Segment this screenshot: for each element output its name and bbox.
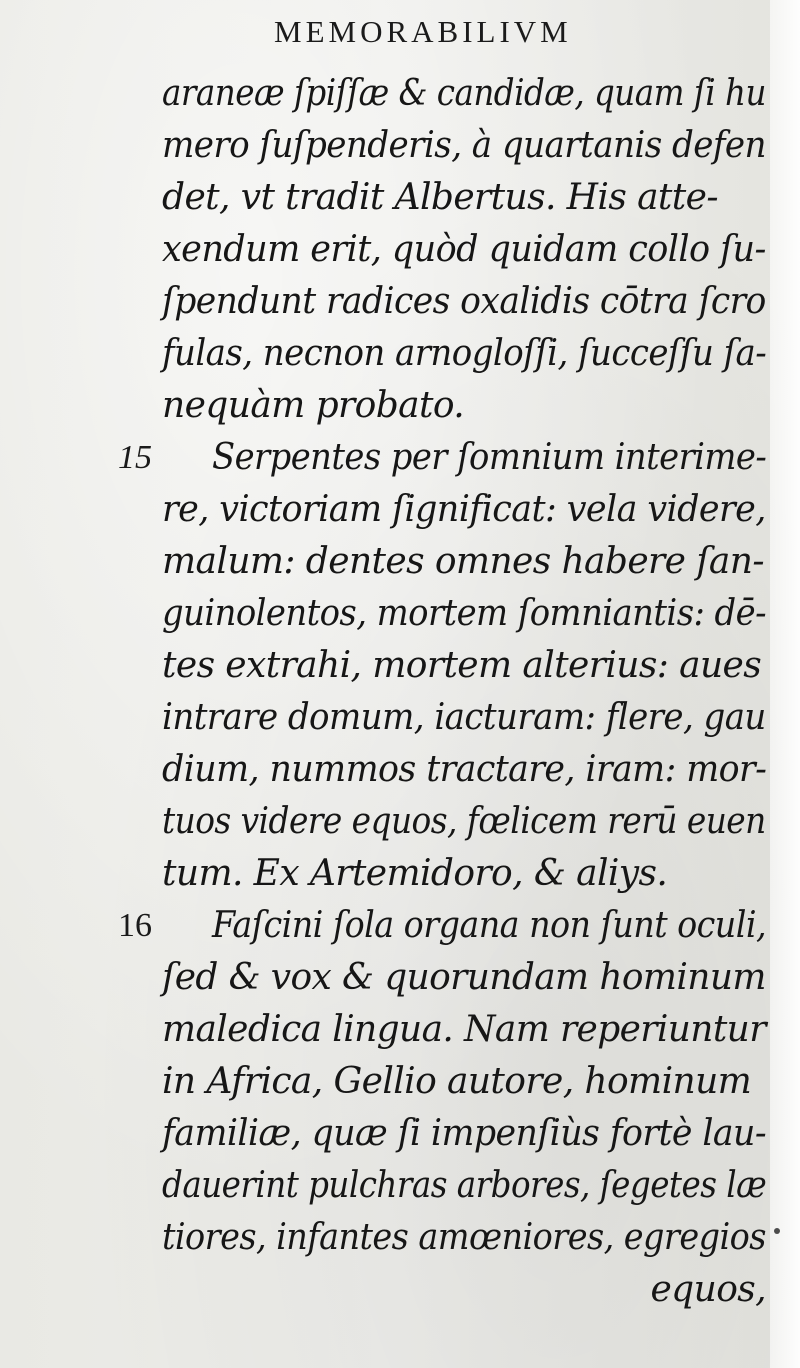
text-line: intrare domum, iacturam: flere, gau bbox=[162, 697, 766, 738]
text-line: araneæ ſpiſſæ & candidæ, quam ſi hu bbox=[162, 73, 766, 114]
text-line: tes extrahi, mortem alterius: aues bbox=[162, 645, 762, 686]
text-line: maledica lingua. Nam reperiuntur bbox=[162, 1009, 766, 1050]
text-line: ſpendunt radices oxalidis cōtra ſcro bbox=[162, 281, 766, 322]
text-line: tuos videre equos, fœlicem rerū euen bbox=[162, 801, 766, 842]
text-line: malum: dentes omnes habere ſan- bbox=[162, 541, 764, 582]
text-line: tiores, infantes amœniores, egregios bbox=[162, 1217, 766, 1258]
text-line: nequàm probato. bbox=[162, 385, 465, 426]
running-head: MEMORABILIVM bbox=[274, 14, 572, 49]
text-line: in Africa, Gellio autore, hominum bbox=[162, 1061, 752, 1102]
text-line: guinolentos, mortem ſomniantis: dē- bbox=[162, 593, 766, 634]
text-line: tum. Ex Artemidoro, & aliys. bbox=[162, 853, 668, 894]
text-line: ſed & vox & quorundam hominum bbox=[162, 957, 766, 998]
text-line: re, victoriam ſignificat: vela videre, bbox=[162, 489, 766, 530]
text-line: dium, nummos tractare, iram: mor- bbox=[162, 749, 767, 790]
section-number-16: 16 bbox=[118, 907, 152, 944]
page-edge bbox=[770, 0, 800, 1368]
text-line: mero ſuſpenderis, à quartanis defen bbox=[162, 125, 766, 166]
scan-speck bbox=[774, 1228, 780, 1234]
text-line: dauerint pulchras arbores, ſegetes læ bbox=[162, 1165, 767, 1206]
text-line: Faſcini ſola organa non ſunt oculi, bbox=[212, 905, 767, 946]
text-line: fulas, necnon arnogloſſi, ſucceſſu ſa- bbox=[162, 333, 767, 374]
text-line: Serpentes per ſomnium interime- bbox=[212, 437, 767, 478]
text-line: xendum erit, quòd quidam collo ſu- bbox=[162, 229, 766, 270]
text-line: det, vt tradit Albertus. His atte- bbox=[162, 177, 718, 218]
text-line: familiæ, quæ ſi impenſiùs fortè lau- bbox=[162, 1113, 767, 1154]
section-number-15: 15 bbox=[118, 439, 152, 476]
text-line: equos, bbox=[650, 1269, 766, 1310]
